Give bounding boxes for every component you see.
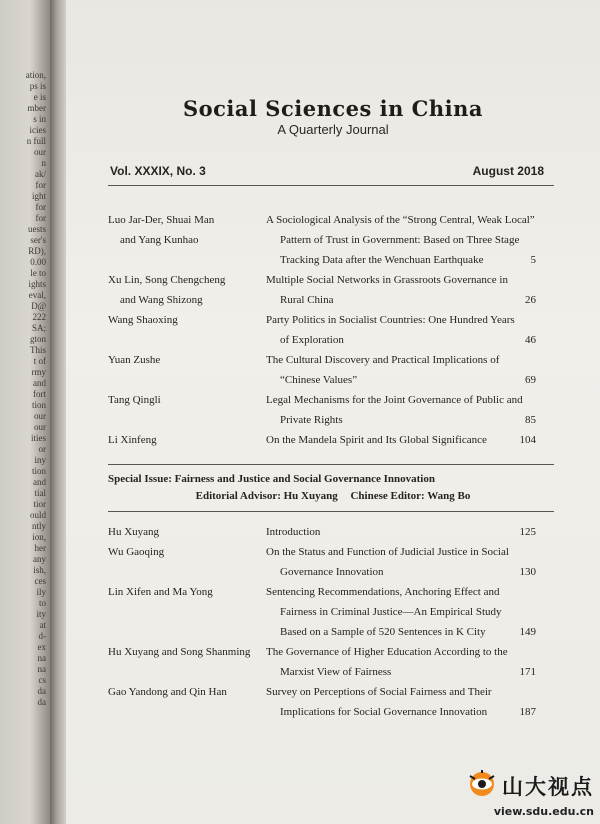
left-page-text-fragment: at [39,620,46,630]
contents-entry [66,270,600,310]
title-line: A Sociological Analysis of the “Strong Central, Weak Local” [266,214,535,226]
title-line: Governance Innovation [280,566,384,578]
author-line: and Wang Shizong [120,294,203,306]
left-page-text-fragment: cs [38,675,46,685]
left-page-text-fragment: ily [36,587,46,597]
left-page-text-fragment: ould [29,510,46,520]
entry-title [266,642,536,682]
left-page-text-fragment: ak/ [35,169,46,179]
entry-title [266,270,536,310]
left-page-text-fragment: tior [33,499,46,509]
entry-title [266,390,536,430]
left-page-text-fragment: uests [28,224,46,234]
title-line: “Chinese Values” [280,374,358,386]
left-page-text-fragment: RD), [28,246,46,256]
left-page-text-fragment: any [33,554,46,564]
left-page-text-fragment: or [38,444,46,454]
left-page-text-fragment: gton [29,334,46,344]
left-page-text-fragment: our [34,422,46,432]
left-page-text-fragment: le to [30,268,46,278]
author-line: Gao Yandong and Qin Han [108,686,227,698]
title-line: Rural China [280,294,334,306]
entry-authors [108,430,258,450]
left-page-text-fragment: fort [33,389,46,399]
entry-title [266,430,536,450]
left-page-text-fragment: tion [31,466,46,476]
left-page-text-fragment: for [35,180,46,190]
contents-entry [66,210,600,270]
entry-page-number: 85 [525,414,536,426]
watermark-url: view.sdu.edu.cn [493,805,594,818]
entry-title [266,522,536,542]
contents-entry [66,642,600,682]
entry-page-number: 171 [519,666,536,678]
left-page-text-fragment: This [29,345,46,355]
entry-title [266,210,536,270]
title-line: On the Status and Function of Judicial Justice in Social [266,546,509,558]
editorial-advisor: Editorial Advisor: Hu Xuyang [195,490,338,502]
entry-authors [108,210,258,250]
title-line: The Cultural Discovery and Practical Implications of [266,354,500,366]
title-line: of Exploration [280,334,344,346]
title-line: Pattern of Trust in Government: Based on Three Stage [280,234,520,246]
author-line: Luo Jar-Der, Shuai Man [108,214,215,226]
editorial-credits [66,490,600,502]
author-line: Xu Lin, Song Chengcheng [108,274,226,286]
left-page-text-fragment: ser's [30,235,46,245]
title-line: Multiple Social Networks in Grassroots Governance in [266,274,508,286]
left-page-text-fragment: ces [34,576,46,586]
special-issue-heading: Special Issue: Fairness and Justice and Social Governance Innovation [108,473,435,485]
left-page-text-fragment: ps is [29,81,46,91]
left-page-text-fragment: ities [31,433,46,443]
left-page-text-fragment: ntly [31,521,46,531]
issue-date: August 2018 [472,164,544,178]
entry-authors [108,522,258,542]
title-line: Fairness in Criminal Justice—An Empirical Study [280,606,502,618]
title-line: Marxist View of Fairness [280,666,392,678]
contents-page [66,0,600,824]
author-line: Hu Xuyang [108,526,160,538]
left-page-text-fragment: d- [38,631,46,641]
left-page-text-fragment: and [33,378,46,388]
left-page-text-fragment: n full [26,136,46,146]
author-line: Hu Xuyang and Song Shanming [108,646,251,658]
title-line: Survey on Perceptions of Social Fairness and Their [266,686,492,698]
left-page-text-fragment: ex [37,642,46,652]
left-page-text-fragment: ity [36,609,46,619]
left-page-text-fragment: 222 [32,312,46,322]
entry-authors [108,310,258,330]
left-page-text-fragment: for [35,202,46,212]
entry-authors [108,390,258,410]
contents-entry [66,430,600,450]
contents-entry [66,582,600,642]
volume-number: Vol. XXXIX, No. 3 [110,164,206,178]
author-line: Lin Xifen and Ma Yong [108,586,213,598]
author-line: and Yang Kunhao [120,234,199,246]
title-line: On the Mandela Spirit and Its Global Significance [266,434,487,446]
left-page-text-fragment: mber [27,103,46,113]
left-page-text-fragment: rmy [31,367,46,377]
title-line: Party Politics in Socialist Countries: One Hundred Years [266,314,515,326]
entry-title [266,582,536,642]
entry-title [266,682,536,722]
left-page-text-fragment: s in [33,114,46,124]
left-page-text-fragment: tial [34,488,46,498]
entry-page-number: 125 [519,526,536,538]
entry-authors [108,270,258,310]
left-page-text-fragment: icies [29,125,46,135]
left-page-text-fragment: da [37,686,46,696]
left-page-text-fragment: ish, [33,565,46,575]
author-line: Yuan Zushe [108,354,161,366]
author-line: Wang Shaoxing [108,314,178,326]
entry-title [266,310,536,350]
title-line: Tracking Data after the Wenchuan Earthquake [280,254,484,266]
left-page-text-fragment: e is [33,92,46,102]
left-page-text-fragment: our [34,411,46,421]
special-entries-divider [108,511,554,512]
contents-entry [66,542,600,582]
chinese-editor: Chinese Editor: Wang Bo [350,490,471,502]
author-line: Wu Gaoqing [108,546,165,558]
left-page-text-fragment: her [34,543,46,553]
watermark [467,769,594,818]
left-page-text-fragment: ation, [25,70,46,80]
contents-entry [66,310,600,350]
watermark-text: 山大视点 [502,775,594,799]
left-page-text-fragment: ight [31,191,46,201]
left-page-text-fragment: eval, [28,290,46,300]
contents-entry [66,522,600,542]
journal-subtitle: A Quarterly Journal [277,122,389,137]
left-page-text-fragment: SA; [31,323,46,333]
left-page-text-fragment: D@ [31,301,46,311]
left-page-text-fragment: our [34,147,46,157]
left-page-text-fragment: ion, [32,532,46,542]
left-page-text-fragment: 0.00 [30,257,46,267]
entry-page-number: 69 [525,374,536,386]
title-line: Legal Mechanisms for the Joint Governance of Public and [266,394,523,406]
entry-page-number: 130 [519,566,536,578]
left-page-text-fragment: iny [34,455,46,465]
header-divider [108,185,554,186]
entry-page-number: 104 [519,434,536,446]
left-page-text-fragment: to [38,598,46,608]
title-line: Based on a Sample of 520 Sentences in K City [280,626,486,638]
author-line: Li Xinfeng [108,434,157,446]
book-gutter [50,0,66,824]
special-issue-divider [108,464,554,465]
left-page-text-fragment: da [37,697,46,707]
entry-title [266,350,536,390]
entry-page-number: 46 [525,334,536,346]
entry-page-number: 149 [519,626,536,638]
left-page-text-fragment: t of [33,356,46,366]
author-line: Tang Qingli [108,394,161,406]
entry-title [266,542,536,582]
title-line: Implications for Social Governance Innovation [280,706,488,718]
entry-authors [108,582,258,602]
entry-page-number: 5 [530,254,536,266]
entry-authors [108,542,258,562]
contents-entry [66,390,600,430]
title-line: Private Rights [280,414,343,426]
entry-page-number: 187 [519,706,536,718]
entry-authors [108,350,258,370]
sdu-eye-logo-icon [467,769,497,803]
left-page-text-fragment: and [33,477,46,487]
left-page-text-fragment: ights [28,279,46,289]
left-page-text-fragment: n [41,158,46,168]
title-line: The Governance of Higher Education According to the [266,646,508,658]
entry-authors [108,642,258,662]
left-page-text-fragment: na [37,664,46,674]
entry-authors [108,682,258,702]
journal-title: Social Sciences in China [182,96,484,121]
left-page-edge [0,0,50,824]
left-page-text-fragment: na [37,653,46,663]
entry-page-number: 26 [525,294,536,306]
contents-entry [66,350,600,390]
title-line: Sentencing Recommendations, Anchoring Effect and [266,586,500,598]
contents-entry [66,682,600,722]
left-page-text-fragment: tion [31,400,46,410]
left-page-text-fragment: for [35,213,46,223]
title-line: Introduction [266,526,321,538]
